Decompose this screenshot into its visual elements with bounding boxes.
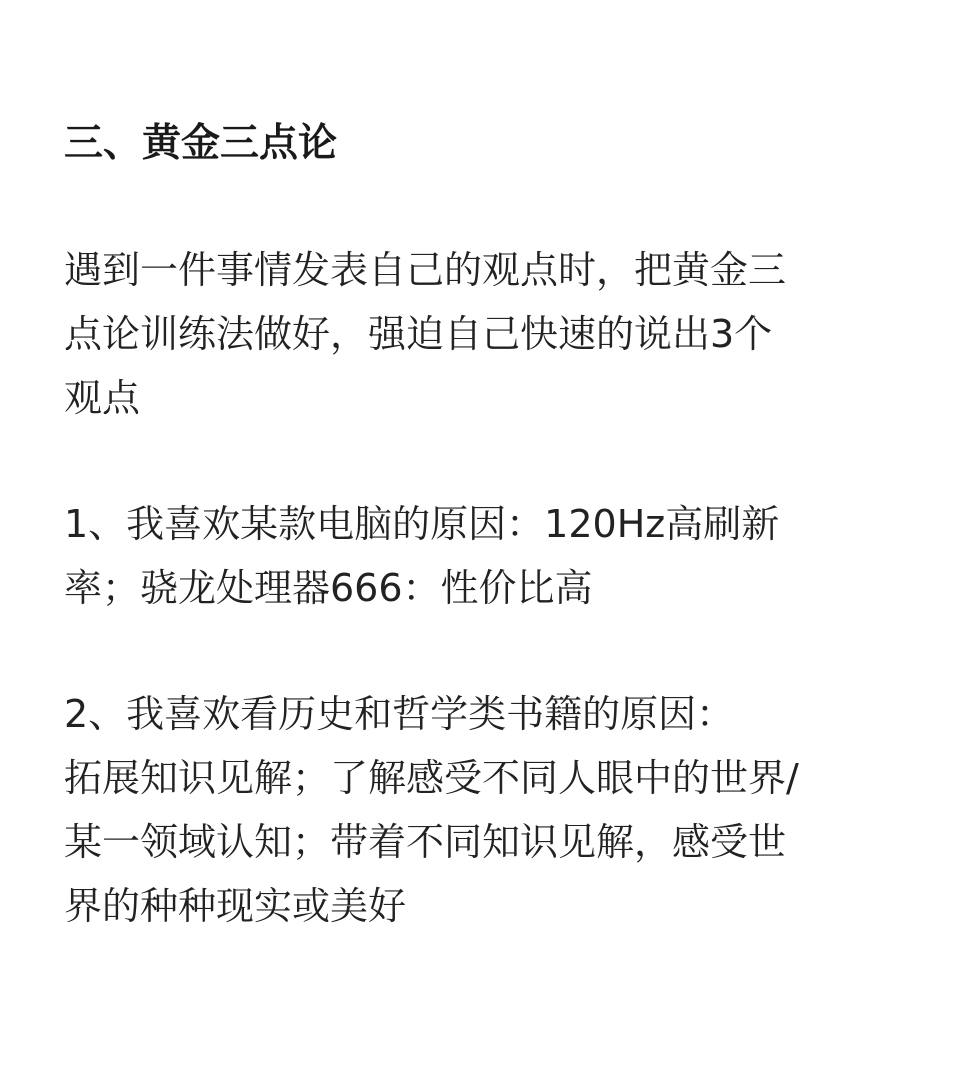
intro-line-3: 观点 <box>64 376 141 420</box>
example-2-line-2: 拓展知识见解；了解感受不同人眼中的世界/ <box>64 756 799 800</box>
example-1-line-2: 率；骁龙处理器666：性价比高 <box>64 566 593 610</box>
example-1-line-1: 1、我喜欢某款电脑的原因：120Hz高刷新 <box>64 502 780 546</box>
example-2-paragraph <box>64 682 904 938</box>
section-heading: 三、黄金三点论 <box>64 121 338 166</box>
intro-line-2: 点论训练法做好，强迫自己快速的说出3个 <box>64 312 773 356</box>
article-body <box>64 108 904 1000</box>
example-1-paragraph <box>64 492 904 620</box>
example-2-line-1: 2、我喜欢看历史和哲学类书籍的原因： <box>64 692 735 736</box>
intro-paragraph <box>64 238 904 430</box>
example-2-line-4: 界的种种现实或美好 <box>64 884 407 928</box>
intro-line-1: 遇到一件事情发表自己的观点时，把黄金三 <box>64 248 787 292</box>
example-2-line-3: 某一领域认知；带着不同知识见解，感受世 <box>64 820 787 864</box>
